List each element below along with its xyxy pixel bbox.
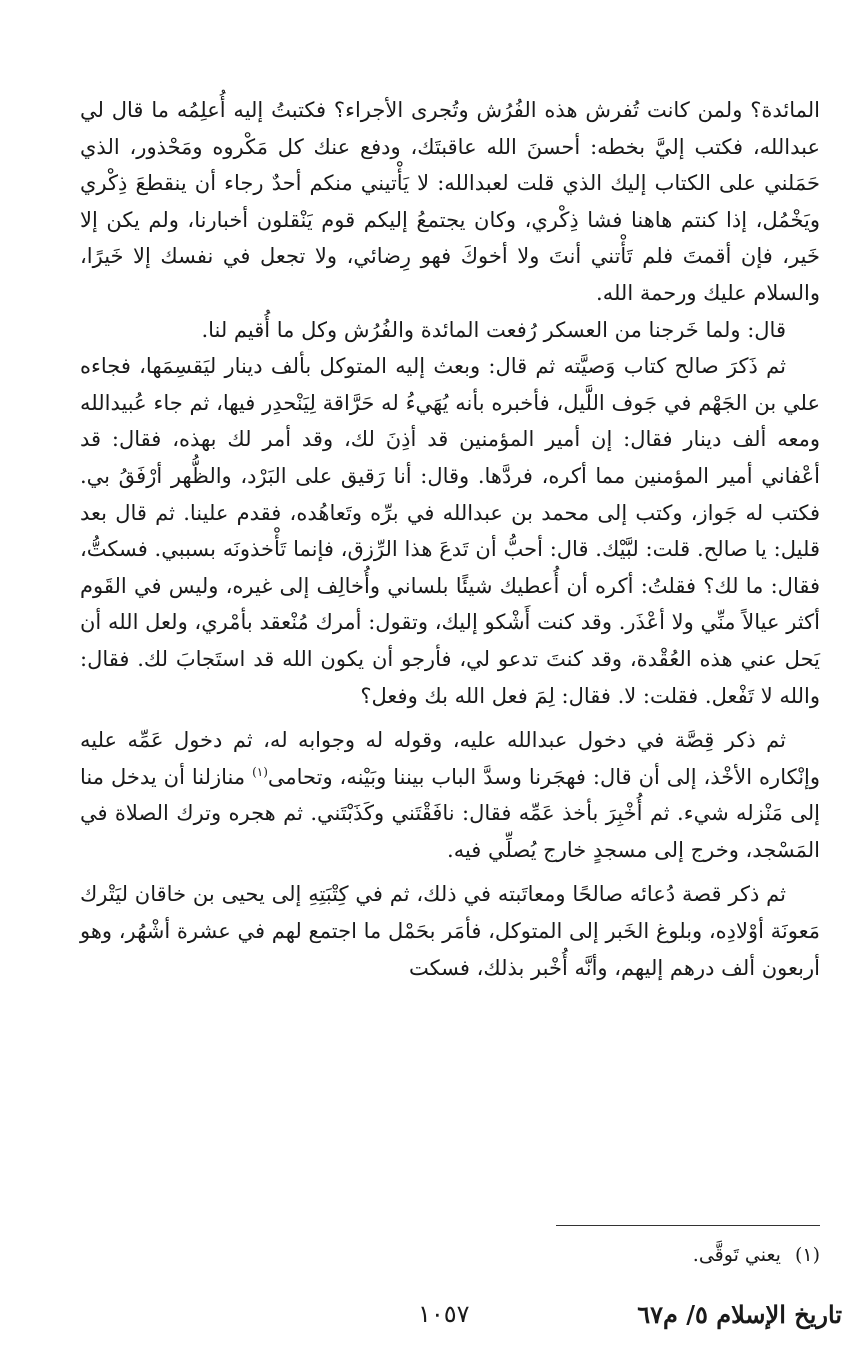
- footnote-number: (١): [794, 1244, 820, 1266]
- footnote-text: يعني تَوقَّى.: [692, 1244, 781, 1266]
- paragraph-2: قال: ولما خَرجنا من العسكر رُفعت المائدة والفُرُش وكل ما أُقيم لنا.: [201, 317, 786, 342]
- paragraph-4: [80, 722, 820, 868]
- footnote-divider: [556, 1225, 820, 1226]
- footnote-marker: (١): [252, 764, 268, 779]
- footnote: [420, 1240, 820, 1270]
- page-footer: [0, 1300, 850, 1350]
- paragraph-3: ثم ذَكرَ صالح كتاب وَصيَّته ثم قال: وبعث إليه المتوكل بألف دينار ليَقسِمَها، فجاءه علي بن الجَهْم في جَوف اللَّيل، فأخبره بأنه يُهَيءُ له حَرَّاقة لِيَنْحدِر فيها، ثم جاء عُبيدالله ومعه ألف دينار فقال: إن أمير المؤمنين قد أذِنَ لك، وقد أمر لك بهذه، فقال: قد أعْفاني أمير المؤمنين مما أكره، فردَّها. وقال: أنا رَقيق على البَرْد، والظُّهر أرْفَقُ بي. فكتب له جَواز، وكتب إلى محمد بن عبدالله في برِّه وتَعاهُده، فقدم علينا. ثم قال بعد قليل: يا صالح. قلت: لبَّيْك. قال: أحبُّ أن تَدعَ هذا الرِّزق، فإنما تَأْخذونَه بسببي. فسكتُّ، فقال: ما لك؟ فقلتُ: أكره أن أُعطيك شيئًا بلساني وأُخالِف إلى غيره، وليس في القَوم أكثر عيالاً منِّي ولا أعْذَر. وقد كنت أَشْكو إليك، وتقول: أمرك مُنْعقد بأمْري، ولعل الله أن يَحل عني هذه العُقْدة، وقد كنتَ تدعو لي، فأرجو أن يكون الله قد استَجابَ لك. فقال: والله لا تَفْعل. فقلت: لا. فقال: لِمَ فعل الله بك وفعل؟: [80, 354, 820, 708]
- paragraph-5: ثم ذكر قصة دُعائه صالحًا ومعاتَبته في ذلك، ثم في كِتْبَتِهِ إلى يحيى بن خاقان ليَتْرك مَعونَة أوْلادِه، وبلوغ الخَبر إلى المتوكل، فأمَر بحَمْل ما اجتمع لهم في عشرة أشْهُر، وهو أربعون ألف درهم إليهم، وأنَّه أُخْبر بذلك، فسكت: [80, 882, 820, 980]
- page-number: ١٠٥٧: [418, 1300, 470, 1328]
- paragraph-1: المائدة؟ ولمن كانت تُفرش هذه الفُرُش وتُجرى الأجراء؟ فكتبتُ إليه أُعلِمُه ما قال لي عبدالله، فكتب إليَّ بخطه: أحسنَ الله عاقبتَك، ودفع عنك كل مَكْروه ومَحْذور، الذي حَمَلني على الكتاب إليك الذي قلت لعبدالله: لا يَأْتيني منكم أحدٌ رجاء أن ينقطعَ ذِكْري ويَخْمُل، إذا كنتم هاهنا فشا ذِكْري، وكان يجتمعُ إليكم قوم يَنْقلون أخبارنا، ولم يكن إلا خَير، فإن أقمتَ فلم تَأْتني أنتَ ولا أخوكَ فهو رِضائي، ولا تجعل في نفسك إلا خَيرًا، والسلام عليك ورحمة الله.: [80, 98, 820, 305]
- paragraph-4-text-continued: منازلنا أن يدخل منا إلى مَنْزله شيء. ثم أُخْبِرَ بأخذ عَمِّه فقال: نافَقْتَني وكَذَبْتَني. ثم هجره وترك الصلاة في المَسْجد، وخرج إلى مسجدٍ خارج يُصلِّي فيه.: [80, 764, 820, 862]
- main-text: [80, 92, 820, 986]
- running-title: تاريخ الإسلام ٥/ م٦٧: [637, 1300, 842, 1329]
- paragraph-4-text: ثم ذكر قِصَّة في دخول عبدالله عليه، وقوله له وجوابه له، ثم دخول عَمِّه عليه وإنْكاره الأخْذ، إلى أن قال: فهجَرنا وسدَّ الباب بيننا وبَيْنه، وتحامى: [80, 728, 821, 789]
